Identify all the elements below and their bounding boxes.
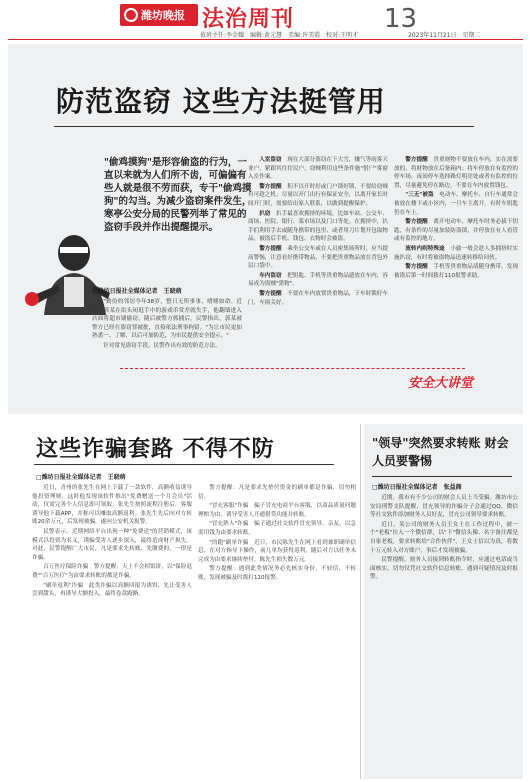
newspaper-logo: [120, 4, 198, 26]
masthead: [0, 0, 530, 40]
article2-headline-rule: [34, 464, 334, 465]
header-rule: [8, 39, 523, 40]
article3-para: 民警提醒，财务人员接到转账指令时，应通过电话或当面核实，切勿仅凭社交软件信息转账，遇到可疑情况及时报警。: [370, 557, 518, 581]
article3-headline: "领导"突然要求转账 财会人员要警惕: [372, 436, 509, 468]
article1-para: 入室盗窃 现在大部分盗窃在下大雪，嫌气等雨雾天业户，紧跟其往往民户，窃贼利用这些条件施"借尸"雾窗入室作案。: [248, 157, 388, 181]
issue-date: 2023年11月21日 星期二: [408, 32, 481, 39]
article1-dashed-divider: [120, 368, 465, 369]
article2-headline: 这些诈骗套路 不得不防: [36, 437, 275, 462]
logo-text: 潍坊晚报: [141, 9, 185, 22]
logo-circle-icon: [124, 8, 138, 22]
section-title: 法治周刊: [202, 7, 295, 32]
page-number: 13: [384, 4, 418, 34]
article1-lead: "勤俭的邻居今年38岁，整日无所事事，嗜赌如命。近日，郭某在街头闲逛手中的游戏币赏差就失手，他翻墙进入店面将超市铺偷窃，随后被警方抓捕后，民警指出，郭某被警方已经在盗窃罪被批，直接依法刑事拘留。"为让市民更加熟悉一、了解，以后可加防范，为市民提供安全提示。": [92, 299, 242, 340]
article1-para: 车内盗窃 把钥匙、手机等贵重物品遗放在车内，容易成为盗贼"猎物"。: [248, 272, 388, 288]
article2-para: 百万医疗保险诈骗 警方提醒：天上不会掉馅饼，以"保险退费""百万医疗"为由要求转账的都是诈骗。: [32, 564, 192, 579]
article1-col1: [92, 298, 242, 364]
article1-byline: □潍坊日报社全媒体记者 王晓萌: [92, 288, 182, 295]
article1-headline: 防范盗窃 这些方法挺管用: [56, 85, 386, 118]
article3-byline: □潍坊日报社全媒体记者 张益阁: [372, 484, 462, 491]
article1-para: 警方提醒 手机等贵重物品请随身携带，发现被盗后第一时间拨打110报警求助。: [394, 264, 518, 279]
article1-para: 警方提醒 贵重财物不要放在车内，实在需要放的，将财物放在后备箱内；将车停放在有监控的停车场，夜间停车选择路灯明亮处或者有监控的位置，尽量避免停在路边，不要在车内放置钱包。: [394, 157, 518, 189]
article3-para: 近日，某公司的财务人员王女士在工作过程中，被一个"老板"拉入一个微信群，以"下"微信头像、名字备注都是自家老板，要求转账给"合作伙伴"，王女士信以为真，将数十万元转入对方账户，事后才发现被骗。: [370, 521, 518, 554]
article3-col: [370, 494, 518, 776]
article1-para: "三无"被盗 电动车、摩托车、自行车通常会被放在楼下或小区内，一旦车主离开，有时车钥匙仍在车上。: [394, 192, 518, 216]
safety-lecture-banner: 安全大讲堂: [408, 376, 474, 391]
article1-para: 警方提醒 乘坐公交车或在人员密集场所时，应当提高警惕，注意看好携带物品，不要把贵重物品放在背包外层口袋中。: [248, 245, 388, 270]
article2-byline: □潍坊日报社全媒体记者 王晓萌: [36, 474, 126, 481]
article1-para: 警方提醒 离开电动车、摩托车时务必拔下钥匙，有条件的尽量加装防盗锁，并停放在有人看管或有监控的地方。: [394, 219, 518, 243]
editor-info: 值班主任:李金耀 编辑:黄元慧 美编:许美霞 校对:王明才: [200, 32, 359, 39]
article1-para: 警方提醒 积不以开时好或门户锁好锁，不要给窃贼有可趁之机；尽量以开门出行有保证安全，以离开家长时间开门时，需要给出家人联系，以做到提醒保护。: [248, 183, 388, 207]
article2-para: "刷单返利"诈骗 此类诈骗以高额回报为诱饵，先让受害人尝到甜头，再诱导大额投入，最终卷款跑路。: [32, 582, 192, 598]
article2-para: 民警表示，近期网络平台出现一种"免费送"的营销模式，该模式以投资为名义，诱骗受害人逐步深入，最终造成财产损失。对此，民警提醒广大市民，凡是要求先转账、先缴费的，一律是诈骗。: [32, 528, 192, 561]
article1-para: 流转内则特殊途 小偷一般会趁人多拥挤时实施扒窃，有时将被盗物品迅速转移给同伙。: [394, 245, 518, 261]
article2-col2: [198, 484, 356, 776]
article2-col1: [32, 484, 192, 776]
article1-lead2: 针对常见盗窃手段，民警作出有效的防范方法。: [103, 342, 221, 349]
article2-para: 警方提醒：遇到此类情况务必先核实身份，不轻信、不转账，发现被骗及时拨打110报警。: [198, 566, 356, 581]
article1-col3: [394, 156, 518, 364]
article3-para: 近期，我市有不少公司的财会人员上当受骗。潍坊市公安局刑警支队提醒，冒充领导的诈骗分子会通过QQ、微信等社交软件添加财务人员好友，冒充公司领导要求转账。: [370, 495, 518, 519]
article2-para: 近日，青州的张先生在网上下载了一款软件，高额收益诱导他投资理财，这时他发现该软件推出"免费赠送一个月会员"活动，仅需完善个人信息即可领取。张先生按照流程注册后，客服诱导他下载APP，并称可以赚取高额返利。张先生先后向对方转账20余万元，后发现被骗，遂向公安机关报警。: [32, 485, 192, 526]
article1-para: 扒窃 扒手最喜欢拥挤的环境，比如车站、公交车、商场、医院、银行、菜市场以及门口等处。在拥挤中，扒手们利用手去或随身携带的包里、或者用刀片划开包取物品，被盗后手机、钱包、衣物时会被盗。: [248, 210, 388, 243]
article1-headline-rule: [54, 126, 474, 127]
article2-para: 警方提醒：凡是要求先垫付资金的刷单都是诈骗，切勿相信。: [198, 485, 356, 500]
article1-intro: "偷鸡摸狗"是形容偷盗的行为，一直以来就为人们所不齿，可偏偏有些人就是很不劳而获，专干"偷鸡摸狗"的勾当。为减少盗窃案件发生，寒亭公安分局的民警列举了常见的盗窃手段并作出提醒提示。: [104, 157, 252, 233]
article2-para: "的跑"刷单诈骗 近日，市民陈先生在网上看到兼职刷单信息，在对方指导下操作，前几单均获得返利，随后对方以任务未完成为由要求继续垫付，陈先生损失数万元。: [198, 539, 356, 563]
article1-para: 警方提醒 不要在车内放置贵重物品，下车时锁好车门，车窗关好。: [248, 290, 388, 306]
article3-headline-rule: [372, 476, 512, 477]
column-separator: [360, 424, 361, 779]
article2-para: "冒充客服"诈骗 骗子冒充电商平台客服，以商品质量问题理赔为由，诱导受害人开通借贷功能并转账。: [198, 503, 356, 518]
article2-para: "冒充熟人"诈骗 骗子通过社交软件冒充领导、亲友，以急需用钱为由要求转账。: [198, 521, 356, 536]
article1-col2: [248, 156, 388, 364]
